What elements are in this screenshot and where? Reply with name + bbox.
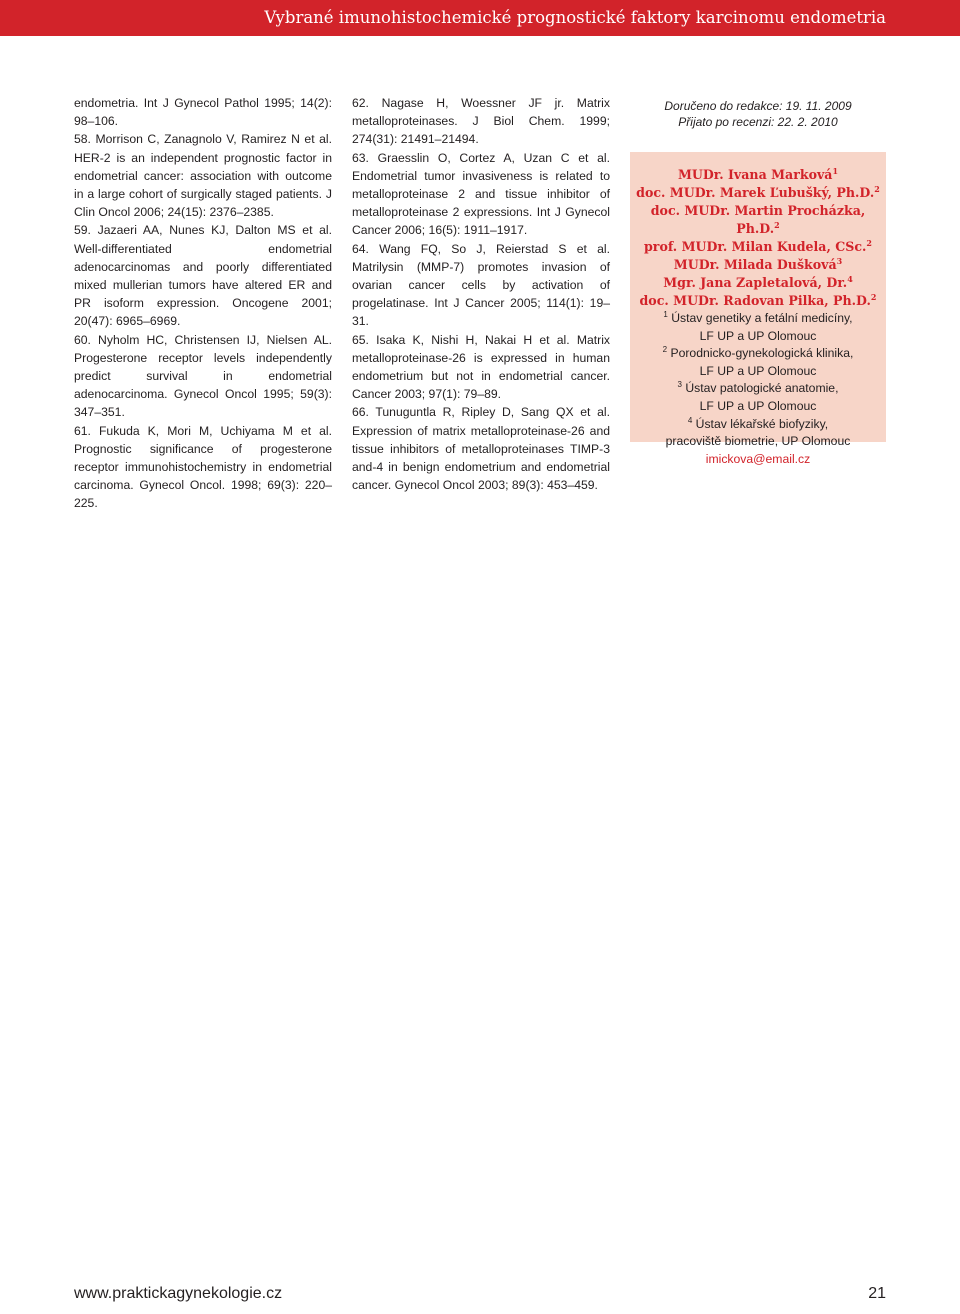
reference-item <box>352 240 610 331</box>
affiliation-line: pracoviště biometrie, UP Olomouc <box>665 434 851 449</box>
reference-text: Fukuda K, Mori M, Uchiyama M et al. Prognostic significance of progesterone receptor immunohistochemistry in endometrial carcinoma. Gynecol Oncol. 1998; 69(3): 220–225. <box>74 423 332 511</box>
received-date: Doručeno do redakce: 19. 11. 2009 <box>664 99 852 113</box>
author-name: doc. MUDr. Radovan Pilka, Ph.D.$^2$ <box>639 291 877 308</box>
references-column-2 <box>352 94 610 494</box>
author-name: Mgr. Jana Zapletalová, Dr.$^4$ <box>663 273 853 290</box>
references-column-1 <box>74 94 332 513</box>
reference-item <box>352 94 610 149</box>
reference-text: Morrison C, Zanagnolo V, Ramirez N et al. HER-2 is an independent prognostic factor in endometrial cancer: association with outcome in a large cohort of surgically staged patients. J Clin Oncol 2006; 24(15): 2376–2385. <box>74 132 332 220</box>
reference-number: 63. <box>352 150 369 165</box>
author-box <box>630 152 886 466</box>
affiliation-line: $^1$ Ústav genetiky a fetální medicíny, <box>663 309 853 325</box>
reference-number: 61. <box>74 423 91 438</box>
reference-number: 66. <box>352 405 369 420</box>
affiliation-line: $^2$ Porodnicko-gynekologická klinika, <box>662 345 854 361</box>
affiliation-list <box>636 310 880 468</box>
reference-number: 65. <box>352 332 369 347</box>
reference-text: endometria. Int J Gynecol Pathol 1995; 14(2): 98–106. <box>74 96 332 129</box>
author-name: doc. MUDr. Marek Ľubušký, Ph.D.$^2$ <box>636 183 880 200</box>
author-name: MUDr. Ivana Marková$^1$ <box>677 165 839 182</box>
contact-email-link[interactable]: imickova@email.cz <box>705 451 811 466</box>
running-title: Vybrané imunohistochemické prognostické faktory karcinomu endometria <box>264 8 886 27</box>
reference-text: Tunuguntla R, Ripley D, Sang QX et al. Expression of matrix metalloproteinase-26 and tissue inhibitors of metalloproteinases TIMP-3 and-4 in benign endometrium and endometrial cancer. Gynecol Oncol 2003; 89(3): 453–459. <box>352 405 610 493</box>
reference-item <box>74 221 332 330</box>
reference-item <box>74 422 332 513</box>
reference-item <box>352 403 610 494</box>
accepted-date: Přijato po recenzi: 22. 2. 2010 <box>678 115 838 129</box>
reference-text: Wang FQ, So J, Reierstad S et al. Matrilysin (MMP-7) promotes invasion of ovarian cancer cells by activation of progelatinase. Int J Cancer 2005; 114(1): 19–31. <box>352 241 610 329</box>
reference-number: 60. <box>74 332 91 347</box>
reference-number: 59. <box>74 223 91 238</box>
reference-text: Graesslin O, Cortez A, Uzan C et al. Endometrial tumor invasiveness is related to metalloproteinase 2 and tissue inhibitor of metalloproteinase 2 expressions. Int J Gynecol Cancer 2006; 16(5): 1911–1917. <box>352 150 610 238</box>
author-list <box>636 166 880 310</box>
affiliation-line: LF UP a UP Olomouc <box>699 363 817 378</box>
page-number: 21 <box>868 1285 886 1302</box>
affiliation-line: $^3$ Ústav patologické anatomie, <box>677 380 839 396</box>
reference-item <box>74 130 332 221</box>
reference-number: 58. <box>74 132 91 147</box>
affiliation-line: LF UP a UP Olomouc <box>699 328 817 343</box>
reference-item <box>74 94 332 130</box>
header-bar <box>0 0 960 36</box>
author-name: doc. MUDr. Martin Procházka, Ph.D.$^2$ <box>650 203 866 236</box>
footer-website-link[interactable]: www.praktickagynekologie.cz <box>74 1285 283 1302</box>
reference-item <box>352 331 610 404</box>
reference-item <box>352 149 610 240</box>
reference-text: Isaka K, Nishi H, Nakai H et al. Matrix metalloproteinase-26 is expressed in human endometrium but not in endometrial cancer. Cancer 2003; 97(1): 79–89. <box>352 332 610 402</box>
reference-number: 62. <box>352 96 369 110</box>
author-name: MUDr. Milada Dušková$^3$ <box>673 255 843 272</box>
reference-text: Jazaeri AA, Nunes KJ, Dalton MS et al. Well-differentiated endometrial adenocarcinomas and poorly differentiated mixed mullerian tumors have altered ER and PR isoform expression. Oncogene 2001; 20(47): 6965–6969. <box>74 223 332 329</box>
submission-dates <box>630 94 886 130</box>
reference-number: 64. <box>352 241 369 256</box>
reference-text: Nyholm HC, Christensen IJ, Nielsen AL. Progesterone receptor levels independently predict survival in endometrial adenocarcinoma. Gynecol Oncol 1995; 59(3): 347–351. <box>74 332 332 420</box>
author-name: prof. MUDr. Milan Kudela, CSc.$^2$ <box>644 237 872 254</box>
reference-text: Nagase H, Woessner JF jr. Matrix metalloproteinases. J Biol Chem. 1999; 274(31): 21491–21494. <box>352 96 610 147</box>
affiliation-line: $^4$ Ústav lékařské biofyziky, <box>687 415 829 431</box>
reference-item <box>74 331 332 422</box>
author-sidebar <box>630 94 886 466</box>
affiliation-line: LF UP a UP Olomouc <box>699 398 817 413</box>
